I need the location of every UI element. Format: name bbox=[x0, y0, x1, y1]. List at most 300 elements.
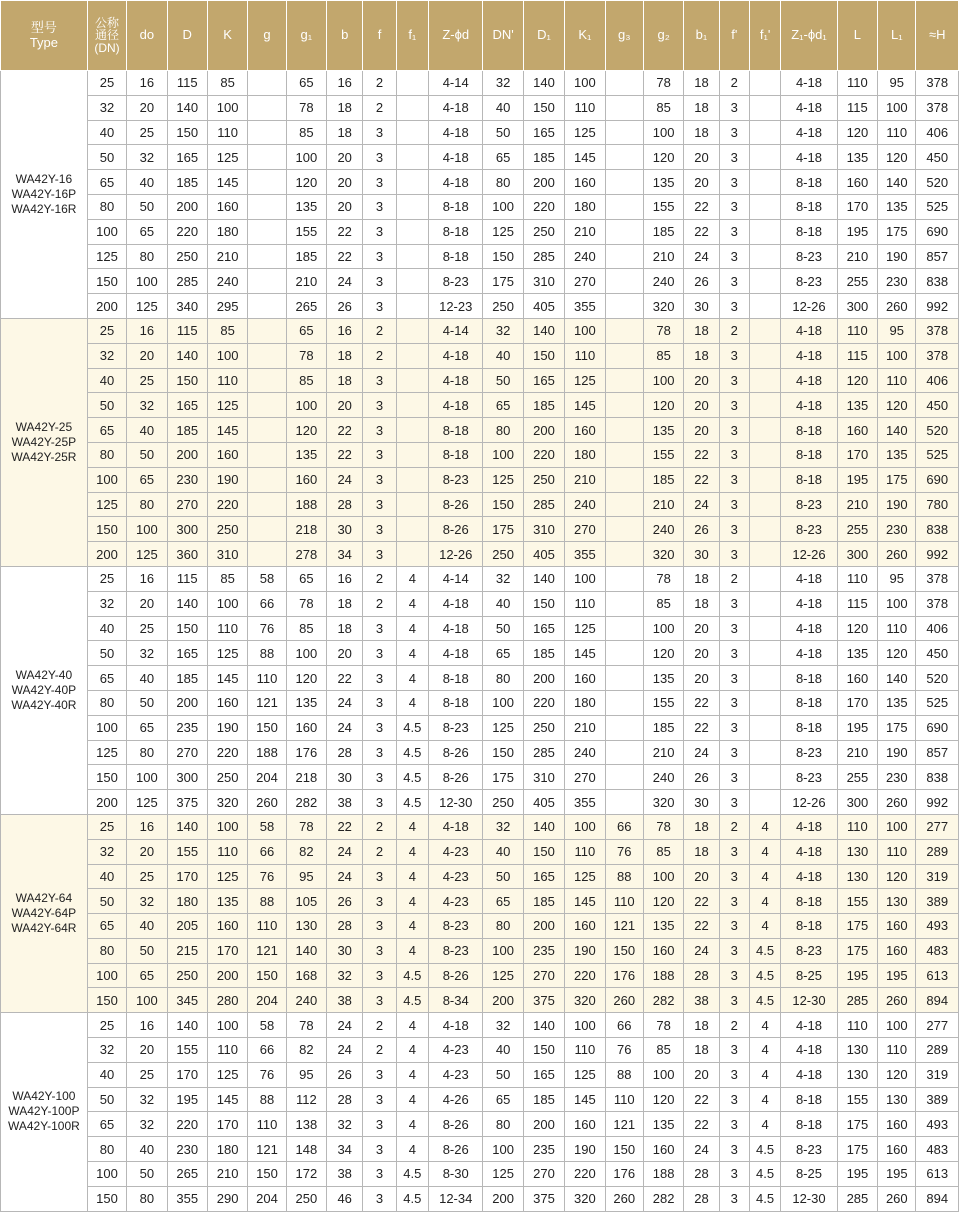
table-cell: 16 bbox=[127, 814, 167, 839]
table-cell: 3 bbox=[719, 343, 749, 368]
table-cell: 3 bbox=[719, 244, 749, 269]
table-cell: 22 bbox=[684, 467, 719, 492]
table-cell: 8-26 bbox=[428, 1137, 483, 1162]
table-cell: 78 bbox=[643, 318, 683, 343]
table-cell: 260 bbox=[248, 790, 286, 815]
table-cell: 135 bbox=[643, 666, 683, 691]
table-row bbox=[1, 790, 959, 815]
table-cell: 405 bbox=[523, 542, 564, 567]
table-cell: 8-34 bbox=[428, 988, 483, 1013]
table-cell: 250 bbox=[207, 765, 247, 790]
table-cell: 150 bbox=[167, 616, 207, 641]
table-cell: 240 bbox=[565, 740, 605, 765]
table-cell: 240 bbox=[643, 517, 683, 542]
table-cell: 32 bbox=[87, 839, 126, 864]
table-cell: 24 bbox=[684, 740, 719, 765]
table-cell: 4-23 bbox=[428, 839, 483, 864]
table-row bbox=[1, 294, 959, 319]
table-cell: 4 bbox=[396, 690, 428, 715]
table-row bbox=[1, 71, 959, 96]
table-cell: 150 bbox=[87, 269, 126, 294]
table-cell: 30 bbox=[327, 517, 363, 542]
table-cell bbox=[749, 765, 780, 790]
table-cell: 255 bbox=[837, 517, 877, 542]
table-cell: 4.5 bbox=[749, 988, 780, 1013]
table-cell: 65 bbox=[127, 219, 167, 244]
table-cell: 125 bbox=[207, 145, 247, 170]
table-cell: 4.5 bbox=[396, 765, 428, 790]
table-cell: 85 bbox=[643, 343, 683, 368]
table-cell: 3 bbox=[363, 269, 396, 294]
table-cell: 4.5 bbox=[396, 1162, 428, 1187]
table-body bbox=[1, 71, 959, 1212]
table-cell bbox=[605, 343, 643, 368]
table-cell: 378 bbox=[916, 343, 959, 368]
table-row bbox=[1, 1038, 959, 1063]
table-cell: 355 bbox=[565, 542, 605, 567]
table-cell: 8-23 bbox=[781, 740, 838, 765]
table-cell: 3 bbox=[719, 1062, 749, 1087]
table-cell: 100 bbox=[87, 715, 126, 740]
table-cell: 78 bbox=[643, 1013, 683, 1038]
table-cell: 220 bbox=[207, 492, 247, 517]
table-row bbox=[1, 1062, 959, 1087]
table-row bbox=[1, 1186, 959, 1211]
table-row bbox=[1, 269, 959, 294]
table-cell: 8-25 bbox=[781, 1162, 838, 1187]
table-cell: 4.5 bbox=[749, 938, 780, 963]
table-cell: 65 bbox=[286, 318, 326, 343]
table-cell bbox=[749, 492, 780, 517]
table-cell: 20 bbox=[684, 170, 719, 195]
table-cell: 185 bbox=[523, 1087, 564, 1112]
table-cell: 28 bbox=[327, 492, 363, 517]
table-cell: 375 bbox=[167, 790, 207, 815]
table-cell: 195 bbox=[878, 963, 916, 988]
table-cell: 65 bbox=[483, 641, 523, 666]
table-cell: 3 bbox=[363, 120, 396, 145]
table-cell: 105 bbox=[286, 889, 326, 914]
table-cell bbox=[605, 542, 643, 567]
table-cell: 66 bbox=[248, 1038, 286, 1063]
table-cell: 220 bbox=[523, 442, 564, 467]
table-cell: 38 bbox=[327, 1162, 363, 1187]
column-header: 型号 Type bbox=[1, 1, 88, 71]
table-cell: 145 bbox=[207, 418, 247, 443]
table-cell: 78 bbox=[643, 566, 683, 591]
table-cell: 65 bbox=[87, 418, 126, 443]
table-cell bbox=[396, 517, 428, 542]
table-cell: 125 bbox=[127, 294, 167, 319]
table-cell: 3 bbox=[719, 170, 749, 195]
table-cell: 100 bbox=[87, 467, 126, 492]
table-row bbox=[1, 938, 959, 963]
table-cell: 130 bbox=[286, 914, 326, 939]
table-cell: 40 bbox=[127, 1137, 167, 1162]
table-cell: 25 bbox=[87, 814, 126, 839]
table-cell: 145 bbox=[565, 889, 605, 914]
table-row bbox=[1, 1112, 959, 1137]
table-cell: 65 bbox=[127, 963, 167, 988]
table-cell: 8-18 bbox=[781, 914, 838, 939]
table-cell: 18 bbox=[327, 591, 363, 616]
table-cell: 115 bbox=[167, 318, 207, 343]
table-cell: 175 bbox=[837, 1137, 877, 1162]
table-cell: 3 bbox=[719, 988, 749, 1013]
table-cell: 190 bbox=[207, 715, 247, 740]
column-header: f₁ bbox=[396, 1, 428, 71]
table-cell: 65 bbox=[286, 566, 326, 591]
table-cell bbox=[396, 442, 428, 467]
table-cell: 175 bbox=[483, 269, 523, 294]
table-cell: 3 bbox=[719, 914, 749, 939]
table-cell: 24 bbox=[684, 492, 719, 517]
table-cell bbox=[749, 244, 780, 269]
model-type-cell: WA42Y-100 WA42Y-100P WA42Y-100R bbox=[1, 1013, 88, 1211]
column-header: g₃ bbox=[605, 1, 643, 71]
table-cell: 260 bbox=[878, 988, 916, 1013]
table-cell: 165 bbox=[523, 1062, 564, 1087]
table-cell: 50 bbox=[483, 368, 523, 393]
table-cell: 40 bbox=[483, 95, 523, 120]
table-cell bbox=[605, 269, 643, 294]
table-cell: 100 bbox=[878, 1013, 916, 1038]
table-cell bbox=[749, 343, 780, 368]
table-cell: 145 bbox=[207, 1087, 247, 1112]
table-cell: 65 bbox=[87, 1112, 126, 1137]
table-cell: 2 bbox=[719, 71, 749, 96]
table-cell: 992 bbox=[916, 790, 959, 815]
table-cell: 20 bbox=[684, 864, 719, 889]
table-cell: 310 bbox=[523, 765, 564, 790]
table-cell: 690 bbox=[916, 219, 959, 244]
table-cell: 493 bbox=[916, 1112, 959, 1137]
table-cell: 2 bbox=[719, 566, 749, 591]
table-cell: 130 bbox=[878, 1087, 916, 1112]
table-cell: 4-26 bbox=[428, 1087, 483, 1112]
table-cell: 3 bbox=[719, 666, 749, 691]
table-cell bbox=[605, 566, 643, 591]
table-cell: 3 bbox=[719, 95, 749, 120]
table-cell: 100 bbox=[207, 814, 247, 839]
table-cell: 85 bbox=[286, 120, 326, 145]
column-header: L bbox=[837, 1, 877, 71]
column-header: D₁ bbox=[523, 1, 564, 71]
table-cell: 4 bbox=[749, 1087, 780, 1112]
table-cell: 100 bbox=[483, 442, 523, 467]
table-cell: 22 bbox=[327, 814, 363, 839]
table-cell: 185 bbox=[523, 145, 564, 170]
table-cell: 150 bbox=[483, 492, 523, 517]
table-cell: 450 bbox=[916, 393, 959, 418]
table-cell: 20 bbox=[127, 95, 167, 120]
table-cell bbox=[396, 492, 428, 517]
table-cell: 3 bbox=[719, 1038, 749, 1063]
table-cell: 378 bbox=[916, 95, 959, 120]
table-cell: 100 bbox=[87, 963, 126, 988]
table-cell: 3 bbox=[363, 170, 396, 195]
table-cell: 160 bbox=[878, 1137, 916, 1162]
table-cell: 18 bbox=[327, 95, 363, 120]
table-cell: 120 bbox=[878, 864, 916, 889]
table-cell bbox=[396, 95, 428, 120]
table-cell: 24 bbox=[327, 864, 363, 889]
table-cell: 32 bbox=[127, 641, 167, 666]
table-cell: 88 bbox=[248, 641, 286, 666]
table-cell: 50 bbox=[483, 1062, 523, 1087]
table-cell: 4-18 bbox=[428, 814, 483, 839]
table-cell: 165 bbox=[523, 120, 564, 145]
table-cell: 100 bbox=[643, 864, 683, 889]
table-cell: 8-18 bbox=[781, 1087, 838, 1112]
table-cell: 3 bbox=[719, 839, 749, 864]
column-header: D bbox=[167, 1, 207, 71]
table-cell: 8-18 bbox=[781, 194, 838, 219]
table-cell bbox=[749, 318, 780, 343]
table-cell: 20 bbox=[327, 170, 363, 195]
table-cell: 285 bbox=[167, 269, 207, 294]
table-cell: 85 bbox=[207, 566, 247, 591]
table-cell: 165 bbox=[523, 616, 564, 641]
table-cell: 150 bbox=[523, 591, 564, 616]
table-cell: 310 bbox=[207, 542, 247, 567]
table-cell: 270 bbox=[167, 492, 207, 517]
table-cell: 80 bbox=[127, 244, 167, 269]
table-cell: 110 bbox=[248, 1112, 286, 1137]
table-cell: 190 bbox=[565, 938, 605, 963]
table-cell: 22 bbox=[684, 442, 719, 467]
table-cell: 16 bbox=[327, 566, 363, 591]
table-cell: 130 bbox=[878, 889, 916, 914]
table-cell bbox=[396, 269, 428, 294]
table-cell: 160 bbox=[837, 418, 877, 443]
table-cell bbox=[749, 95, 780, 120]
table-cell: 4.5 bbox=[749, 963, 780, 988]
table-row bbox=[1, 318, 959, 343]
table-row bbox=[1, 690, 959, 715]
table-cell bbox=[749, 393, 780, 418]
table-cell: 345 bbox=[167, 988, 207, 1013]
table-cell: 50 bbox=[483, 616, 523, 641]
table-row bbox=[1, 219, 959, 244]
table-cell bbox=[396, 194, 428, 219]
table-cell: 4-18 bbox=[781, 71, 838, 96]
table-cell: 18 bbox=[684, 71, 719, 96]
table-cell: 80 bbox=[483, 914, 523, 939]
table-cell: 38 bbox=[684, 988, 719, 1013]
table-cell: 3 bbox=[363, 889, 396, 914]
table-cell: 20 bbox=[684, 393, 719, 418]
table-row bbox=[1, 492, 959, 517]
table-cell: 18 bbox=[684, 343, 719, 368]
table-cell: 4-18 bbox=[781, 1062, 838, 1087]
table-cell: 50 bbox=[127, 690, 167, 715]
table-cell: 613 bbox=[916, 963, 959, 988]
table-cell: 135 bbox=[286, 194, 326, 219]
table-cell: 8-23 bbox=[781, 938, 838, 963]
table-cell: 8-18 bbox=[428, 442, 483, 467]
table-cell: 32 bbox=[87, 95, 126, 120]
table-cell: 24 bbox=[327, 269, 363, 294]
table-cell: 160 bbox=[286, 467, 326, 492]
table-cell: 310 bbox=[523, 269, 564, 294]
table-cell: 130 bbox=[837, 839, 877, 864]
table-cell: 185 bbox=[643, 219, 683, 244]
table-cell: 24 bbox=[327, 839, 363, 864]
table-cell: 100 bbox=[207, 1013, 247, 1038]
table-cell: 110 bbox=[837, 814, 877, 839]
table-cell: 285 bbox=[523, 244, 564, 269]
table-cell: 200 bbox=[483, 1186, 523, 1211]
table-cell: 150 bbox=[523, 839, 564, 864]
table-cell bbox=[749, 194, 780, 219]
column-header: K₁ bbox=[565, 1, 605, 71]
table-cell: 38 bbox=[327, 790, 363, 815]
table-cell: 125 bbox=[565, 616, 605, 641]
table-cell: 58 bbox=[248, 814, 286, 839]
table-cell: 85 bbox=[286, 616, 326, 641]
table-cell bbox=[605, 145, 643, 170]
table-cell: 24 bbox=[684, 1137, 719, 1162]
table-cell: 145 bbox=[565, 145, 605, 170]
table-cell: 28 bbox=[684, 1162, 719, 1187]
table-cell: 130 bbox=[837, 864, 877, 889]
table-cell: 165 bbox=[167, 145, 207, 170]
table-cell: 8-23 bbox=[781, 765, 838, 790]
table-cell: 175 bbox=[483, 517, 523, 542]
table-cell: 22 bbox=[684, 889, 719, 914]
table-cell: 28 bbox=[684, 963, 719, 988]
table-cell: 195 bbox=[878, 1162, 916, 1187]
table-cell bbox=[749, 616, 780, 641]
table-cell: 282 bbox=[643, 1186, 683, 1211]
table-cell: 180 bbox=[565, 194, 605, 219]
table-row bbox=[1, 517, 959, 542]
table-cell: 120 bbox=[643, 641, 683, 666]
table-cell: 450 bbox=[916, 145, 959, 170]
table-cell: 8-18 bbox=[781, 690, 838, 715]
table-cell: 78 bbox=[286, 591, 326, 616]
table-cell: 3 bbox=[719, 864, 749, 889]
table-cell: 3 bbox=[363, 740, 396, 765]
table-cell: 100 bbox=[565, 814, 605, 839]
table-cell: 857 bbox=[916, 244, 959, 269]
table-cell: 4 bbox=[396, 641, 428, 666]
table-cell: 3 bbox=[363, 418, 396, 443]
table-cell: 32 bbox=[127, 1087, 167, 1112]
table-cell: 4-18 bbox=[781, 814, 838, 839]
table-cell bbox=[749, 715, 780, 740]
table-cell bbox=[749, 591, 780, 616]
table-cell: 8-26 bbox=[428, 765, 483, 790]
table-cell bbox=[248, 219, 286, 244]
table-cell: 95 bbox=[286, 864, 326, 889]
table-cell: 120 bbox=[643, 1087, 683, 1112]
table-cell: 355 bbox=[167, 1186, 207, 1211]
table-cell: 190 bbox=[878, 244, 916, 269]
table-cell: 260 bbox=[878, 1186, 916, 1211]
table-cell: 135 bbox=[878, 690, 916, 715]
table-cell: 160 bbox=[207, 690, 247, 715]
table-cell: 195 bbox=[837, 467, 877, 492]
table-cell: 180 bbox=[207, 1137, 247, 1162]
table-cell: 65 bbox=[87, 914, 126, 939]
table-cell: 100 bbox=[565, 318, 605, 343]
table-cell: 110 bbox=[565, 839, 605, 864]
table-cell: 22 bbox=[327, 219, 363, 244]
table-cell: 8-23 bbox=[428, 715, 483, 740]
table-cell: 2 bbox=[363, 1038, 396, 1063]
table-cell: 277 bbox=[916, 1013, 959, 1038]
table-cell: 22 bbox=[684, 1087, 719, 1112]
table-cell bbox=[749, 418, 780, 443]
table-cell: 58 bbox=[248, 1013, 286, 1038]
table-cell: 3 bbox=[719, 690, 749, 715]
table-cell: 290 bbox=[207, 1186, 247, 1211]
table-cell: 130 bbox=[837, 1038, 877, 1063]
table-cell: 50 bbox=[87, 393, 126, 418]
table-cell: 4-18 bbox=[428, 145, 483, 170]
table-cell bbox=[605, 120, 643, 145]
table-cell: 120 bbox=[643, 393, 683, 418]
table-cell: 220 bbox=[523, 194, 564, 219]
table-cell: 150 bbox=[248, 1162, 286, 1187]
table-cell: 992 bbox=[916, 294, 959, 319]
table-cell: 110 bbox=[207, 1038, 247, 1063]
table-cell: 100 bbox=[483, 690, 523, 715]
table-cell: 80 bbox=[87, 194, 126, 219]
table-cell: 12-26 bbox=[428, 542, 483, 567]
table-cell: 76 bbox=[605, 1038, 643, 1063]
table-cell: 125 bbox=[127, 790, 167, 815]
table-cell: 78 bbox=[643, 71, 683, 96]
table-cell: 22 bbox=[684, 1112, 719, 1137]
table-cell: 3 bbox=[363, 1062, 396, 1087]
table-cell: 3 bbox=[363, 715, 396, 740]
table-cell: 145 bbox=[207, 170, 247, 195]
column-header: b bbox=[327, 1, 363, 71]
table-cell: 100 bbox=[643, 1062, 683, 1087]
table-cell: 148 bbox=[286, 1137, 326, 1162]
table-cell: 185 bbox=[523, 393, 564, 418]
table-cell: 220 bbox=[167, 219, 207, 244]
table-cell: 270 bbox=[523, 963, 564, 988]
table-cell: 130 bbox=[837, 1062, 877, 1087]
table-row bbox=[1, 343, 959, 368]
table-cell: 28 bbox=[327, 1087, 363, 1112]
table-cell bbox=[605, 616, 643, 641]
table-cell: 30 bbox=[684, 294, 719, 319]
table-cell: 22 bbox=[327, 244, 363, 269]
table-cell: 80 bbox=[127, 740, 167, 765]
table-cell: 65 bbox=[127, 715, 167, 740]
table-cell: 140 bbox=[167, 591, 207, 616]
column-header: f bbox=[363, 1, 396, 71]
table-cell: 115 bbox=[167, 71, 207, 96]
table-cell: 65 bbox=[286, 71, 326, 96]
table-cell: 135 bbox=[643, 1112, 683, 1137]
table-cell bbox=[605, 790, 643, 815]
table-cell: 125 bbox=[207, 1062, 247, 1087]
table-cell: 22 bbox=[684, 914, 719, 939]
table-cell: 190 bbox=[565, 1137, 605, 1162]
table-cell: 100 bbox=[565, 566, 605, 591]
table-row bbox=[1, 914, 959, 939]
table-cell: 8-18 bbox=[781, 170, 838, 195]
table-cell: 18 bbox=[684, 814, 719, 839]
table-cell: 165 bbox=[523, 864, 564, 889]
table-cell: 8-26 bbox=[428, 492, 483, 517]
